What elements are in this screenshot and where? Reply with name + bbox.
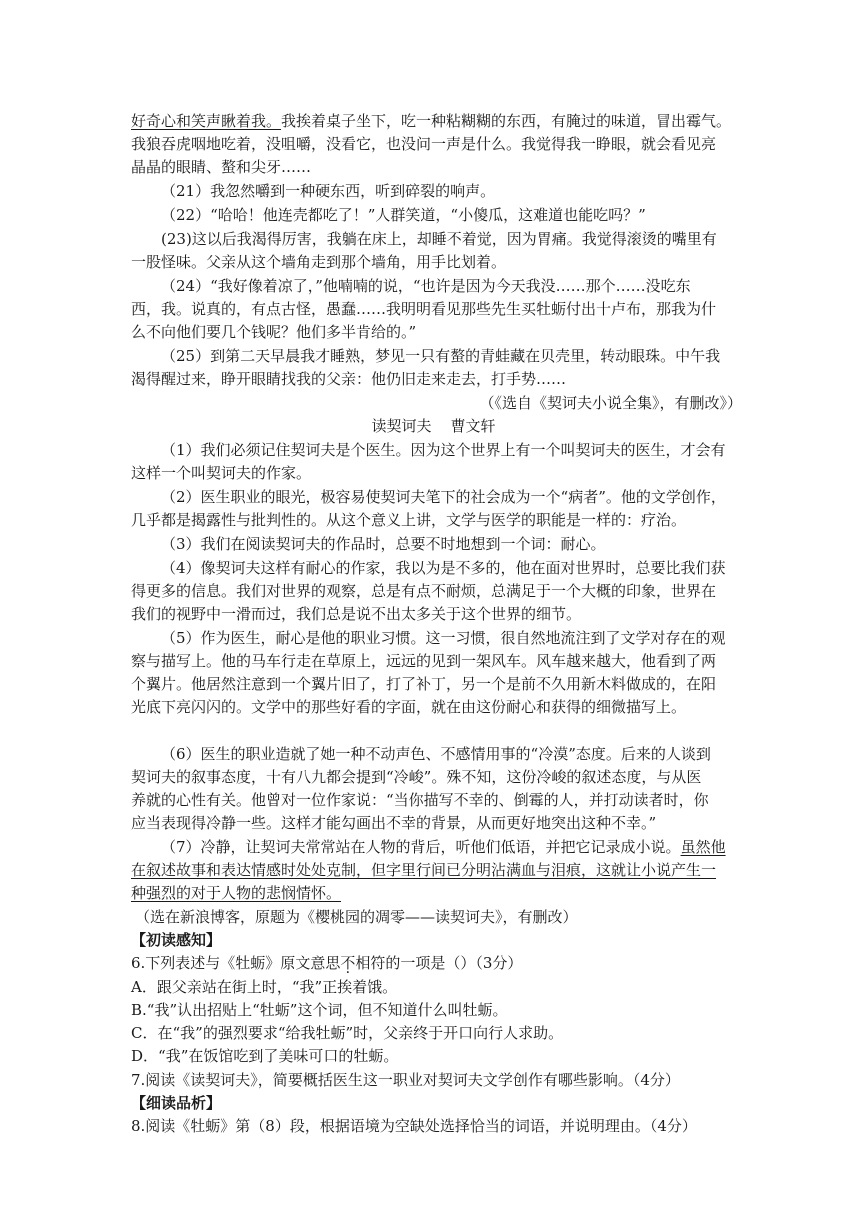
story-intro-line-1: 好奇心和笑声瞅着我。我挨着桌子坐下，吃一种粘糊糊的东西，有腌过的味道，冒出霉气。 xyxy=(131,112,732,130)
essay-underlined-sentence-part-1: 虽然他 xyxy=(680,838,726,856)
question-6-option-b: B.“我”认出招贴上“牡蛎”这个词，但不知道什么叫牡蛎。 xyxy=(131,1001,508,1019)
section-heading-first-reading: 【初读感知】 xyxy=(131,931,222,949)
essay-paragraph-7-line-1: （7）冷静，让契诃夫常常站在人物的背后，听他们低语，并把它记录成小说。虽然他 xyxy=(161,838,726,856)
story-paragraph-25-line-1: （25）到第二天早晨我才睡熟，梦见一只有螯的青蛙藏在贝壳里，转动眼珠。中午我 xyxy=(161,347,721,365)
essay-title: 读契诃夫 xyxy=(371,417,432,435)
essay-paragraph-6-line-1: （6）医生的职业造就了她一种不动声色、不感情用事的“冷漠”态度。后来的人谈到 xyxy=(161,745,711,763)
essay-paragraph-4-line-3: 我们的视野中一滑而过，我们总是说不出太多关于这个世界的细节。 xyxy=(131,605,582,623)
essay-author: 曹文轩 xyxy=(450,417,496,435)
essay-paragraph-5-line-3: 个翼片。他居然注意到一个翼片旧了，打了补丁，另一个是前不久用新木料做成的，在阳 xyxy=(131,675,717,693)
story-paragraph-23-line-2: 一股怪味。父亲从这个墙角走到那个墙角，用手比划着。 xyxy=(131,253,507,271)
story-underlined-phrase: 好奇心和笑声瞅着我。 xyxy=(131,112,282,130)
essay-paragraph-6-line-2: 契诃夫的叙事态度，十有八九都会提到“冷峻”。殊不知，这份冷峻的叙述态度，与从医 xyxy=(131,768,702,786)
essay-paragraph-5-line-4: 光底下亮闪闪的。文学中的那些好看的字面，就在由这份耐心和获得的细微描写上。 xyxy=(131,698,687,716)
essay-heading xyxy=(131,415,736,437)
essay-paragraph-4-line-2: 得更多的信息。我们对世界的观察，总是有点不耐烦，总满足于一个大概的印象，世界在 xyxy=(131,582,717,600)
story-paragraph-24-line-3: 么不向他们要几个钱呢？他们多半肯给的。” xyxy=(131,323,417,341)
question-6-option-c: C．在“我”的强烈要求“给我牡蛎”时，父亲终于开口向行人求助。 xyxy=(131,1024,564,1042)
essay-paragraph-3: （3）我们在阅读契诃夫的作品时，总要不时地想到一个词：耐心。 xyxy=(161,535,606,553)
question-8: 8.阅读《牡蛎》第（8）段，根据语境为空缺处选择恰当的词语，并说明理由。（4分） xyxy=(131,1117,697,1135)
story-paragraph-23-line-1: (23)这以后我渴得厉害，我躺在床上，却睡不着觉，因为胃痛。我觉得滚烫的嘴里有 xyxy=(161,230,717,248)
essay-paragraph-6-line-3: 养就的心性有关。他曾对一位作家说：“当你描写不幸的、倒霉的人，并打动读者时，你 xyxy=(131,791,709,809)
essay-paragraph-1-line-2: 这样一个叫契诃夫的作家。 xyxy=(131,464,312,482)
essay-paragraph-6-line-4: 应当表现得冷静一些。这样才能勾画出不幸的背景，从而更好地突出这种不幸。” xyxy=(131,814,657,832)
essay-source: （选在新浪博客，原题为《樱桃园的凋零——读契诃夫》，有删改） xyxy=(135,908,578,926)
essay-paragraph-5-line-1: （5）作为医生，耐心是他的职业习惯。这一习惯，很自然地流注到了文学对存在的观 xyxy=(161,629,726,647)
story-source: （《选自《契诃夫小说全集》，有删改》） xyxy=(479,394,742,412)
emphasis-dot-char: 不 xyxy=(340,954,356,972)
story-intro-line-3: 晶晶的眼睛、螯和尖牙…… xyxy=(131,158,312,176)
essay-underlined-sentence-part-2: 在叙述故事和表达情感时处处克制，但字里行间已分明沾满血与泪痕，这就让小说产生一 xyxy=(131,861,717,879)
essay-paragraph-2-line-1: （2）医生职业的眼光，极容易使契诃夫笔下的社会成为一个“病者”。他的文学创作， xyxy=(161,488,726,506)
story-paragraph-25-line-2: 渴得醒过来，睁开眼睛找我的父亲：他仍旧走来走去，打手势…… xyxy=(131,370,567,388)
story-intro-line-2: 我狼吞虎咽地吃着，没咀嚼，没看它，也没问一声是什么。我觉得我一睁眼，就会看见亮 xyxy=(131,135,717,153)
essay-paragraph-2-line-2: 几乎都是揭露性与批判性的。从这个意义上讲，文学与医学的职能是一样的：疗治。 xyxy=(131,511,687,529)
question-6-option-d: D．“我”在饭馆吃到了美味可口的牡蛎。 xyxy=(131,1047,399,1065)
question-6-option-a: A．跟父亲站在街上时，“我”正挨着饿。 xyxy=(131,978,398,996)
story-paragraph-24-line-2: 西，我。说真的，有点古怪，愚蠢……我明明看见那些先生买牡蛎付出十卢布，那我为什 xyxy=(131,300,717,318)
question-7: 7.阅读《读契诃夫》，简要概括医生这一职业对契诃夫文学创作有哪些影响。（4分） xyxy=(131,1071,680,1089)
essay-underlined-sentence-part-3: 种强烈的对于人物的悲悯情怀。 xyxy=(131,884,342,902)
essay-paragraph-4-line-1: （4）像契诃夫这样有耐心的作家，我以为是不多的，他在面对世界时，总要比我们获 xyxy=(161,559,726,577)
story-paragraph-21: （21）我忽然嚼到一种硬东西，听到碎裂的响声。 xyxy=(161,182,496,200)
section-heading-close-reading: 【细读品析】 xyxy=(131,1094,222,1112)
story-paragraph-24-line-1: （24）“我好像着凉了，”他喃喃的说，“也许是因为今天我没……那个……没吃东 xyxy=(161,277,691,295)
story-paragraph-22: （22）“哈哈！他连壳都吃了！”人群笑道，“小傻瓜，这难道也能吃吗？” xyxy=(161,206,646,224)
essay-paragraph-1-line-1: （1）我们必须记住契诃夫是个医生。因为这个世界上有一个叫契诃夫的医生，才会有 xyxy=(161,441,726,459)
essay-paragraph-5-line-2: 察与描写上。他的马车行走在草原上，远远的见到一架风车。风车越来越大，他看到了两 xyxy=(131,652,717,670)
question-6: 6.下列表述与《牡蛎》原文意思不相符的一项是（）（3分） xyxy=(131,954,523,972)
